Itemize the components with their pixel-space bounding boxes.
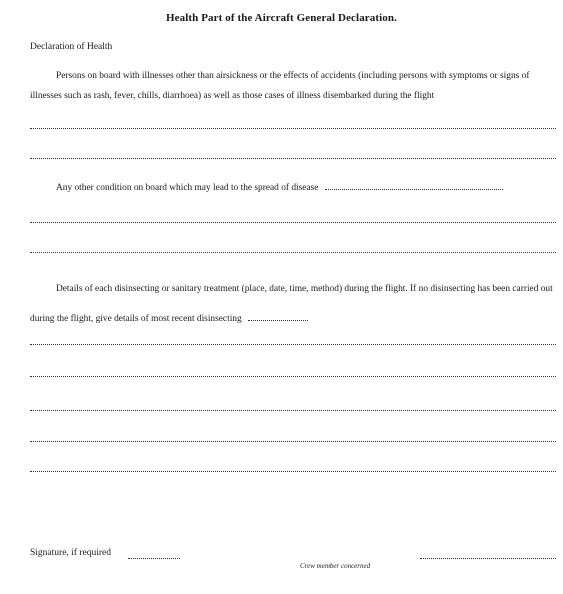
disinsecting-answer-line-1[interactable] [30,344,556,345]
page-title: Health Part of the Aircraft General Declaration. [166,12,397,24]
disinsecting-answer-line-4[interactable] [30,441,556,442]
disinsecting-paragraph [30,274,556,334]
disinsecting-answer-line-2[interactable] [30,376,556,377]
disinsecting-answer-line-5[interactable] [30,471,556,472]
disinsecting-text: Details of each disinsecting or sanitary treatment (place, date, time, method) during the flight. If no disinsecting has been carried out during the flight, give details of most recent disinsecting [30,284,553,324]
signature-line-short[interactable] [128,558,180,559]
illness-answer-line-2[interactable] [30,158,556,159]
illness-answer-line-1[interactable] [30,128,556,129]
illness-paragraph: Persons on board with illnesses other than airsickness or the effects of accidents (including persons with symptoms or signs of illnesses such as rash, fever, chills, diarrhoea) as well as those cases of illness disembarked during the flight [30,71,530,101]
disinsecting-answer-inline[interactable] [248,320,308,321]
crew-member-caption: Crew member concerned [300,562,371,570]
condition-answer-line-2[interactable] [30,252,556,253]
condition-paragraph: Any other condition on board which may lead to the spread of disease [56,183,319,193]
signature-label: Signature, if required [30,548,111,558]
condition-answer-line-1[interactable] [30,222,556,223]
disinsecting-block [30,274,556,334]
section-heading: Declaration of Health [30,42,113,52]
disinsecting-answer-line-3[interactable] [30,410,556,411]
condition-answer-inline[interactable] [325,189,503,190]
condition-row [56,178,556,198]
signature-line[interactable] [420,558,556,559]
